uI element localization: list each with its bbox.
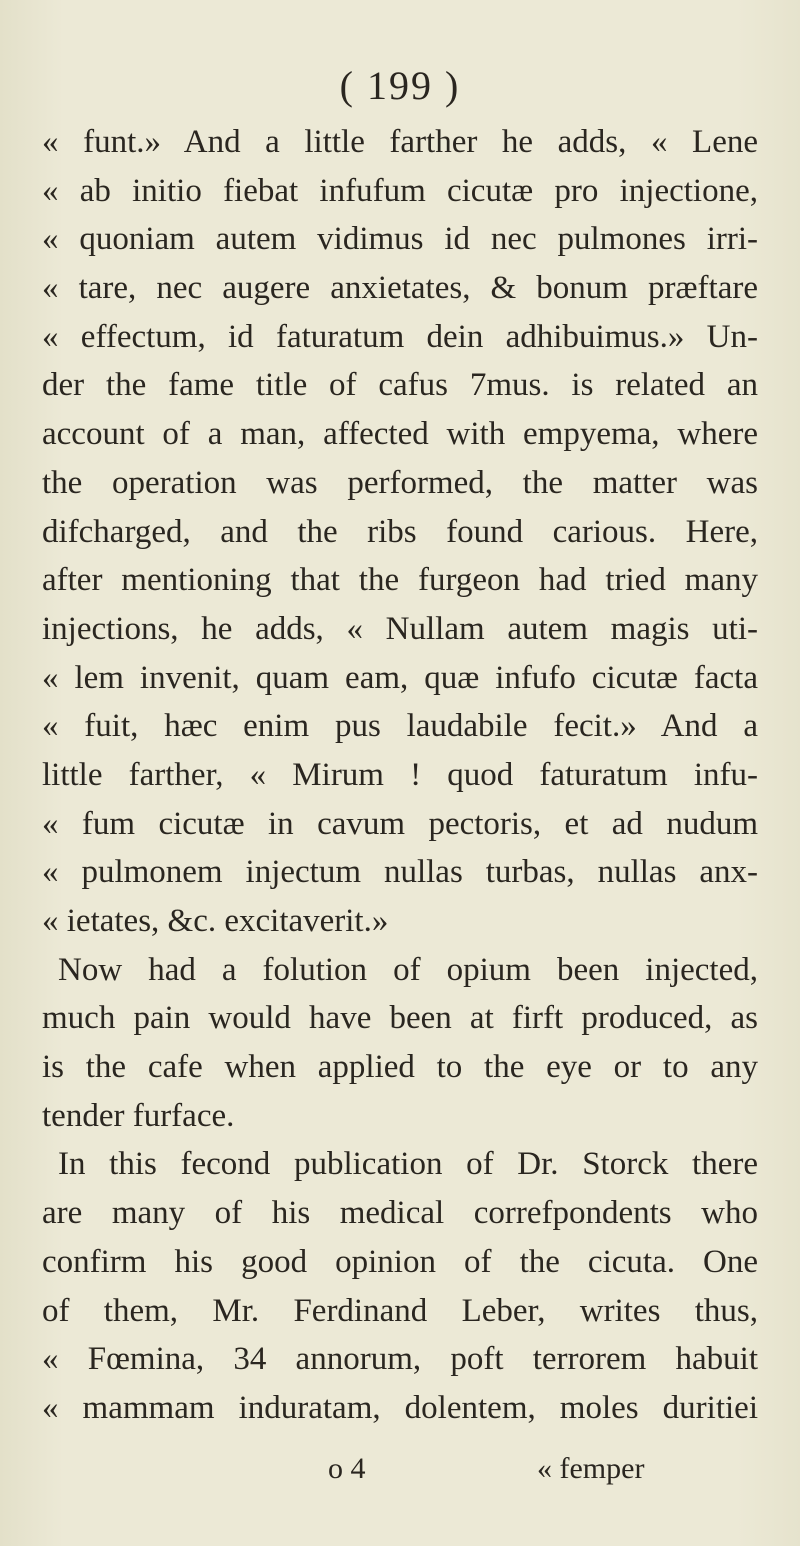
signature-mark: o 4 [328, 1452, 366, 1485]
text-line: « Fœmina, 34 annorum, poft terrorem habuit [42, 1341, 758, 1378]
text-line: difcharged, and the ribs found carious. Here, [42, 513, 758, 550]
text-line: « pulmonem injectum nullas turbas, nullas anx- [42, 854, 758, 891]
text-line: « quoniam autem vidimus id nec pulmones irri- [42, 221, 758, 258]
catchword: « femper [537, 1452, 645, 1485]
text-line: « effectum, id faturatum dein adhibuimus.» Un- [42, 318, 758, 355]
text-line: injections, he adds, « Nullam autem magis uti- [42, 610, 758, 647]
text-line: little farther, « Mirum ! quod faturatum infu- [42, 756, 758, 793]
text-line: is the cafe when applied to the eye or to any [42, 1049, 758, 1086]
text-line: « lem invenit, quam eam, quæ infufo cicutæ facta [42, 659, 758, 696]
text-line: the operation was performed, the matter was [42, 464, 758, 501]
text-line: « mammam induratam, dolentem, moles duritiei [42, 1389, 758, 1426]
text-line: der the fame title of cafus 7mus. is related an [42, 367, 758, 404]
text-line: « ab initio fiebat infufum cicutæ pro injectione, [42, 172, 758, 209]
text-line: « tare, nec augere anxietates, & bonum præftare [42, 270, 758, 307]
paragraph-start: Now had a folution of opium been injected, [58, 951, 758, 988]
text-line: « funt.» And a little farther he adds, « Lene [42, 124, 758, 160]
page-footer [0, 1452, 800, 1502]
text-line: confirm his good opinion of the cicuta. One [42, 1243, 758, 1280]
text-line: are many of his medical correfpondents who [42, 1195, 758, 1232]
body-text [42, 118, 758, 1433]
text-line: « fuit, hæc enim pus laudabile fecit.» And a [42, 708, 758, 745]
text-line: of them, Mr. Ferdinand Leber, writes thus, [42, 1292, 758, 1329]
page-number-header: ( 199 ) [339, 63, 461, 108]
text-line: after mentioning that the furgeon had tried many [42, 562, 758, 599]
text-line: account of a man, affected with empyema, where [42, 416, 758, 453]
text-line: much pain would have been at firft produced, as [42, 1000, 758, 1037]
text-line: tender furface. [42, 1097, 235, 1134]
text-line: « ietates, &c. excitaverit.» [42, 903, 389, 939]
text-line: « fum cicutæ in cavum pectoris, et ad nudum [42, 805, 758, 842]
paragraph-start: In this fecond publication of Dr. Storck there [58, 1146, 758, 1183]
